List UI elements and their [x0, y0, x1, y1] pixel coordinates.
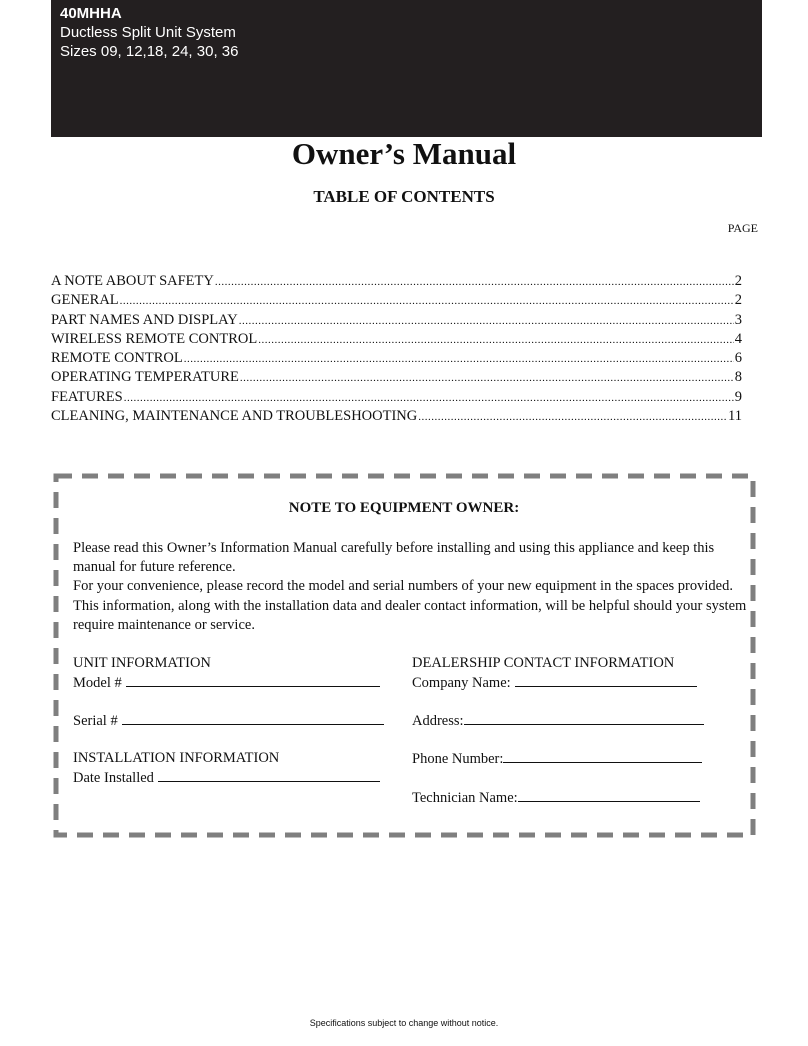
- toc-leader-dots: [418, 408, 727, 426]
- toc-entry-label: GENERAL: [51, 292, 119, 309]
- date-installed-label: Date Installed: [73, 770, 154, 786]
- toc-entry-label: OPERATING TEMPERATURE: [51, 369, 239, 386]
- dealership-heading: DEALERSHIP CONTACT INFORMATION: [412, 655, 675, 671]
- toc-entry-page: 6: [734, 350, 742, 367]
- toc-leader-dots: [240, 369, 734, 387]
- address-field[interactable]: [412, 711, 704, 731]
- toc-entry-page: 11: [728, 408, 742, 425]
- product-sizes: Sizes 09, 12,18, 24, 30, 36: [60, 43, 239, 60]
- toc-entry-page: 2: [734, 292, 742, 309]
- toc-entry[interactable]: [51, 311, 742, 330]
- technician-name-field[interactable]: [412, 788, 700, 808]
- toc-leader-dots: [120, 292, 734, 310]
- note-paragraph: [73, 539, 753, 635]
- toc-entry-label: PART NAMES AND DISPLAY: [51, 311, 238, 328]
- toc-page-label: PAGE: [727, 221, 758, 235]
- address-label: Address:: [412, 713, 464, 729]
- toc-leader-dots: [124, 389, 734, 407]
- technician-name-write-line[interactable]: [518, 788, 700, 802]
- note-heading: NOTE TO EQUIPMENT OWNER:: [288, 500, 520, 516]
- toc-entry[interactable]: [51, 349, 742, 368]
- note-paragraph-1: Please read this Owner’s Information Manual carefully before installing and using this appliance and keep this manual for future reference.: [73, 540, 715, 576]
- toc-entry-page: 8: [734, 369, 742, 386]
- header-band: [51, 0, 762, 137]
- date-installed-field[interactable]: [73, 768, 380, 788]
- toc-leader-dots: [258, 331, 734, 349]
- technician-name-label: Technician Name:: [412, 790, 518, 806]
- product-line: Ductless Split Unit System: [60, 24, 236, 41]
- toc-entry-page: 9: [734, 388, 742, 405]
- phone-number-label: Phone Number:: [412, 751, 504, 767]
- toc-entry[interactable]: [51, 330, 742, 349]
- model-write-line[interactable]: [126, 673, 380, 687]
- toc-entry[interactable]: [51, 272, 742, 291]
- phone-number-write-line[interactable]: [503, 749, 702, 763]
- serial-write-line[interactable]: [122, 711, 384, 725]
- date-installed-write-line[interactable]: [158, 768, 380, 782]
- note-paragraph-2: For your convenience, please record the model and serial numbers of your new equipment in the spaces provided. This information, along with the installation data and dealer contact information, will be helpful should your system require maintenance or service.: [73, 578, 747, 633]
- toc-entry[interactable]: [51, 291, 742, 310]
- toc-entry-label: CLEANING, MAINTENANCE AND TROUBLESHOOTING: [51, 408, 418, 425]
- toc-entry[interactable]: [51, 388, 742, 407]
- toc-entry-label: REMOTE CONTROL: [51, 350, 183, 367]
- model-number: 40MHHA: [60, 5, 122, 22]
- toc-entry[interactable]: [51, 368, 742, 387]
- toc-entry-label: FEATURES: [51, 388, 123, 405]
- toc-leader-dots: [184, 350, 734, 368]
- toc-entry-label: A NOTE ABOUT SAFETY: [51, 273, 214, 289]
- toc-leader-dots: [239, 312, 734, 330]
- footer-note: Specifications subject to change without notice.: [309, 1018, 499, 1028]
- toc-entry[interactable]: [51, 407, 742, 426]
- model-field[interactable]: [73, 673, 380, 693]
- company-name-label: Company Name:: [412, 675, 511, 691]
- toc-entry-label: WIRELESS REMOTE CONTROL: [51, 330, 258, 347]
- toc-leader-dots: [215, 273, 734, 291]
- table-of-contents: [51, 272, 742, 426]
- toc-heading: TABLE OF CONTENTS: [313, 187, 495, 206]
- page-title: Owner’s Manual: [291, 136, 517, 171]
- toc-entry-page: 2: [734, 273, 742, 289]
- unit-info-heading: UNIT INFORMATION: [73, 655, 211, 671]
- company-name-write-line[interactable]: [515, 673, 697, 687]
- phone-number-field[interactable]: [412, 749, 702, 769]
- toc-entry-page: 4: [734, 330, 742, 347]
- model-label: Model #: [73, 675, 122, 691]
- address-write-line[interactable]: [464, 711, 704, 725]
- company-name-field[interactable]: [412, 673, 697, 693]
- toc-entry-page: 3: [734, 311, 742, 328]
- installation-info-heading: INSTALLATION INFORMATION: [73, 750, 280, 766]
- serial-label: Serial #: [73, 713, 118, 729]
- serial-field[interactable]: [73, 711, 384, 731]
